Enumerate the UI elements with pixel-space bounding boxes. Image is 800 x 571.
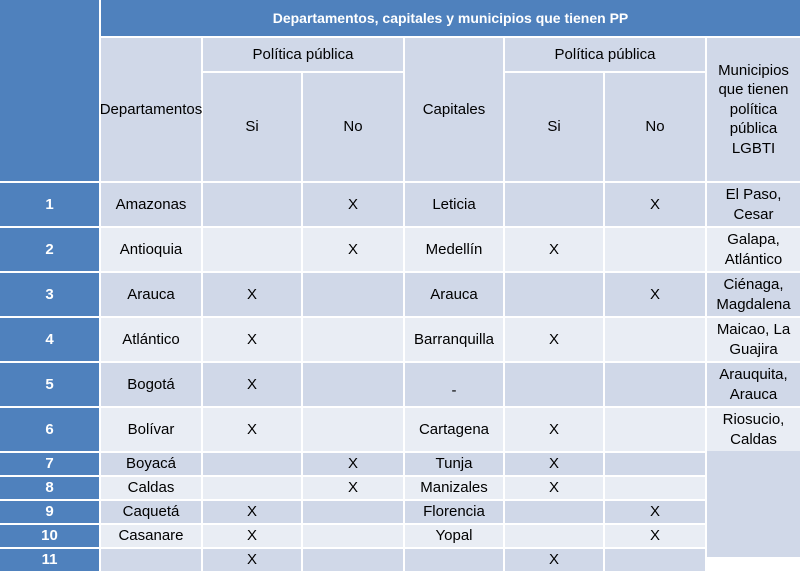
header-dep-si: Si <box>203 73 301 181</box>
header-municipios: Municipios que tienen política pública LGBTI <box>707 38 800 181</box>
departamento-cell: Amazonas <box>101 183 201 226</box>
cap-si-cell <box>505 525 603 547</box>
cap-no-cell <box>605 453 705 475</box>
row-number: 1 <box>0 183 99 226</box>
table-title: Departamentos, capitales y municipios que tienen PP <box>101 0 800 36</box>
departamento-cell <box>101 549 201 571</box>
dep-no-cell <box>303 501 403 523</box>
capital-cell: Leticia <box>405 183 503 226</box>
cap-si-cell <box>505 363 603 406</box>
row-number: 4 <box>0 318 99 361</box>
cap-no-cell: X <box>605 525 705 547</box>
capital-cell: Barranquilla <box>405 318 503 361</box>
header-cap-si: Si <box>505 73 603 181</box>
departamento-cell: Bogotá <box>101 363 201 406</box>
departamento-cell: Boyacá <box>101 453 201 475</box>
capital-cell: Manizales <box>405 477 503 499</box>
capital-cell <box>405 549 503 571</box>
dep-si-cell: X <box>203 363 301 406</box>
cap-si-cell: X <box>505 549 603 571</box>
cap-no-cell <box>605 549 705 571</box>
departamento-cell: Caquetá <box>101 501 201 523</box>
capital-cell: Yopal <box>405 525 503 547</box>
row-number: 9 <box>0 501 99 523</box>
header-departamentos: Departamentos <box>101 38 201 181</box>
cap-no-cell <box>605 408 705 451</box>
cap-si-cell <box>505 183 603 226</box>
dep-no-cell: X <box>303 228 403 271</box>
capital-cell: - <box>405 363 503 406</box>
dep-no-cell <box>303 363 403 406</box>
municipio-cell: Maicao, La Guajira <box>707 318 800 361</box>
row-number: 7 <box>0 453 99 475</box>
departamento-cell: Bolívar <box>101 408 201 451</box>
row-number: 8 <box>0 477 99 499</box>
dep-no-cell: X <box>303 183 403 226</box>
dep-si-cell <box>203 453 301 475</box>
dep-no-cell <box>303 525 403 547</box>
capital-cell: Cartagena <box>405 408 503 451</box>
cap-no-cell: X <box>605 183 705 226</box>
cap-si-cell: X <box>505 477 603 499</box>
header-corner <box>0 0 99 181</box>
header-cap-politica: Política pública <box>505 38 705 71</box>
row-number: 5 <box>0 363 99 406</box>
dep-si-cell: X <box>203 549 301 571</box>
departamento-cell: Caldas <box>101 477 201 499</box>
header-dep-no: No <box>303 73 403 181</box>
municipio-cell: Galapa, Atlántico <box>707 228 800 271</box>
row-number: 11 <box>0 549 99 571</box>
departamento-cell: Antioquia <box>101 228 201 271</box>
dep-no-cell <box>303 273 403 316</box>
municipio-cell: Riosucio, Caldas <box>707 408 800 451</box>
header-dep-politica: Política pública <box>203 38 403 71</box>
municipio-cell: El Paso, Cesar <box>707 183 800 226</box>
dep-no-cell <box>303 549 403 571</box>
dep-si-cell: X <box>203 273 301 316</box>
header-cap-no: No <box>605 73 705 181</box>
dep-no-cell <box>303 408 403 451</box>
capital-cell: Arauca <box>405 273 503 316</box>
cap-si-cell: X <box>505 318 603 361</box>
row-number: 3 <box>0 273 99 316</box>
cap-si-cell <box>505 273 603 316</box>
dep-si-cell <box>203 228 301 271</box>
capital-cell: Medellín <box>405 228 503 271</box>
header-capitales: Capitales <box>405 38 503 181</box>
cap-no-cell <box>605 228 705 271</box>
cap-si-cell: X <box>505 453 603 475</box>
capital-cell: Florencia <box>405 501 503 523</box>
row-number: 6 <box>0 408 99 451</box>
municipio-cell: Ciénaga, Magdalena <box>707 273 800 316</box>
dep-si-cell <box>203 477 301 499</box>
row-number: 10 <box>0 525 99 547</box>
municipios-blank-area <box>707 451 800 557</box>
cap-no-cell <box>605 477 705 499</box>
capital-cell: Tunja <box>405 453 503 475</box>
cap-si-cell <box>505 501 603 523</box>
dep-si-cell: X <box>203 501 301 523</box>
dep-no-cell <box>303 318 403 361</box>
municipio-cell: Arauquita, Arauca <box>707 363 800 406</box>
cap-si-cell: X <box>505 228 603 271</box>
departamento-cell: Atlántico <box>101 318 201 361</box>
cap-no-cell <box>605 318 705 361</box>
row-number: 2 <box>0 228 99 271</box>
departamento-cell: Casanare <box>101 525 201 547</box>
dep-si-cell: X <box>203 525 301 547</box>
dep-no-cell: X <box>303 453 403 475</box>
departamento-cell: Arauca <box>101 273 201 316</box>
cap-si-cell: X <box>505 408 603 451</box>
cap-no-cell: X <box>605 273 705 316</box>
dep-no-cell: X <box>303 477 403 499</box>
cap-no-cell: X <box>605 501 705 523</box>
dep-si-cell: X <box>203 408 301 451</box>
dep-si-cell: X <box>203 318 301 361</box>
cap-no-cell <box>605 363 705 406</box>
dep-si-cell <box>203 183 301 226</box>
